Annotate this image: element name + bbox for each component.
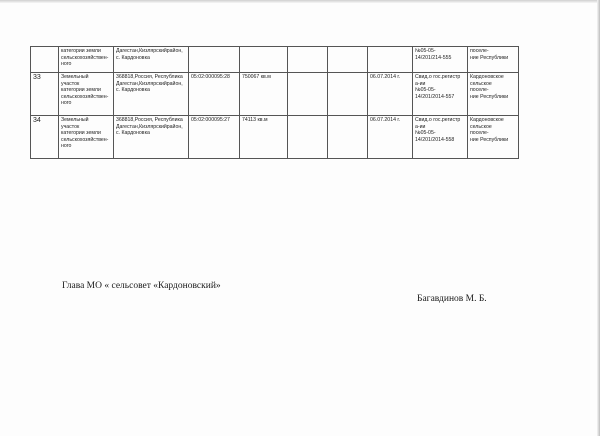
owner: поселе- ние Республики bbox=[468, 47, 519, 73]
signatory-name: Багавдинов М. Б. bbox=[417, 294, 487, 304]
object-address: 368818,Россия, Республика Дагестан,Кизлярскийрайон, с. Кардоновка bbox=[114, 116, 189, 159]
cadastral-number: 05:02:000095:27 bbox=[189, 116, 240, 159]
empty-cell bbox=[288, 47, 328, 73]
table-row bbox=[31, 73, 519, 116]
object-name: категории земли сельскохозяйствен- ного bbox=[59, 47, 114, 73]
land-registry-table bbox=[30, 46, 519, 159]
object-address: 368818,Россия, Республика Дагестан,Кизлярскийрайон, с. Кардоновка bbox=[114, 73, 189, 116]
object-area: 750067 кв.м bbox=[240, 73, 288, 116]
registration-date: 06.07.2014 г. bbox=[368, 116, 413, 159]
empty-cell bbox=[328, 116, 368, 159]
cadastral-number: 05:02:000095:28 bbox=[189, 73, 240, 116]
page-top-edge bbox=[0, 0, 600, 3]
registration-date bbox=[368, 47, 413, 73]
cadastral-number bbox=[189, 47, 240, 73]
signatory-position: Глава МО « сельсовет «Кардоновский» bbox=[62, 281, 221, 291]
registration-date: 06.07.2014 г. bbox=[368, 73, 413, 116]
empty-cell bbox=[288, 73, 328, 116]
row-number: 33 bbox=[31, 73, 59, 116]
object-area: 74113 кв.м bbox=[240, 116, 288, 159]
object-address: Дагестан,Кизлярскийрайон, с. Кардоновка bbox=[114, 47, 189, 73]
row-number: 34 bbox=[31, 116, 59, 159]
empty-cell bbox=[328, 73, 368, 116]
owner: Кардоновское сельское поселе- ние Республики bbox=[468, 116, 519, 159]
empty-cell bbox=[328, 47, 368, 73]
object-name: Земельный участок категории земли сельскохозяйствен- ного bbox=[59, 73, 114, 116]
registration-certificate: Свид.о гос.регистр а-ии №05-05- 14/201/2014-558 bbox=[413, 116, 468, 159]
object-area bbox=[240, 47, 288, 73]
table-row bbox=[31, 116, 519, 159]
empty-cell bbox=[288, 116, 328, 159]
registration-certificate: Свид.о гос.регистр а-ии №05-05- 14/201/2014-557 bbox=[413, 73, 468, 116]
row-number bbox=[31, 47, 59, 73]
owner: Кардоновское сельское поселе- ние Республики bbox=[468, 73, 519, 116]
object-name: Земельный участок категории земли сельскохозяйствен- ного bbox=[59, 116, 114, 159]
table-row bbox=[31, 47, 519, 73]
registration-certificate: №05-05- 14/201/214-555 bbox=[413, 47, 468, 73]
